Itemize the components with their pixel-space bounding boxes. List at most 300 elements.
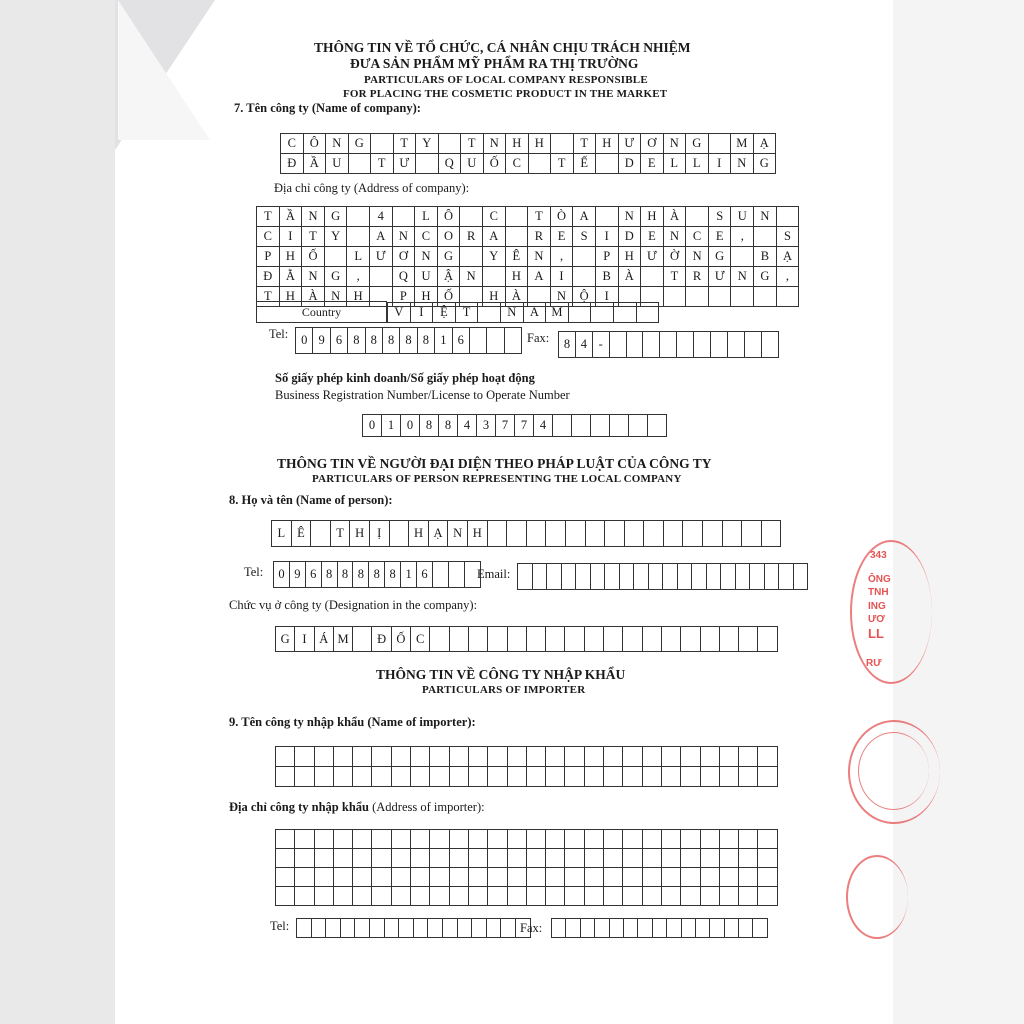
char-cell[interactable] xyxy=(605,564,620,590)
char-cell[interactable]: T xyxy=(330,521,350,547)
char-cell[interactable] xyxy=(413,919,428,938)
char-cell[interactable]: Ạ xyxy=(776,247,799,267)
char-cell[interactable] xyxy=(507,627,526,652)
char-cell[interactable] xyxy=(371,134,394,154)
char-cell[interactable]: C xyxy=(686,227,709,247)
char-cell[interactable]: Ạ xyxy=(428,521,448,547)
char-cell[interactable]: 3 xyxy=(477,415,496,437)
char-cell[interactable] xyxy=(411,830,430,849)
char-cell[interactable] xyxy=(776,287,799,307)
char-cell[interactable] xyxy=(333,868,352,887)
char-cell[interactable]: A xyxy=(528,267,551,287)
char-cell[interactable] xyxy=(677,564,692,590)
company-address-grid[interactable] xyxy=(256,206,799,307)
char-cell[interactable] xyxy=(604,887,623,906)
char-cell[interactable]: Ế xyxy=(573,154,596,174)
char-cell[interactable] xyxy=(311,521,331,547)
char-cell[interactable]: T xyxy=(257,207,280,227)
char-cell[interactable] xyxy=(546,887,565,906)
char-cell[interactable] xyxy=(353,868,372,887)
char-cell[interactable]: I xyxy=(595,227,618,247)
char-cell[interactable] xyxy=(411,747,430,767)
char-cell[interactable]: U xyxy=(731,207,754,227)
char-cell[interactable]: G xyxy=(753,154,776,174)
char-cell[interactable]: L xyxy=(686,154,709,174)
char-cell[interactable] xyxy=(584,830,603,849)
char-cell[interactable] xyxy=(663,564,678,590)
char-cell[interactable]: Ô xyxy=(303,134,326,154)
char-cell[interactable] xyxy=(526,868,545,887)
char-cell[interactable]: T xyxy=(573,134,596,154)
char-cell[interactable]: Ê xyxy=(505,247,528,267)
char-cell[interactable] xyxy=(610,415,629,437)
char-cell[interactable] xyxy=(528,154,551,174)
char-cell[interactable]: Ê xyxy=(291,521,311,547)
char-cell[interactable]: T xyxy=(455,302,478,322)
char-cell[interactable]: Ộ xyxy=(573,287,596,307)
char-cell[interactable] xyxy=(624,521,644,547)
char-cell[interactable]: T xyxy=(371,154,394,174)
char-cell[interactable] xyxy=(566,919,580,938)
char-cell[interactable]: 8 xyxy=(348,328,365,354)
char-cell[interactable] xyxy=(546,627,565,652)
char-cell[interactable] xyxy=(449,627,468,652)
char-cell[interactable] xyxy=(721,564,736,590)
char-cell[interactable] xyxy=(681,868,700,887)
char-cell[interactable]: Ờ xyxy=(663,247,686,267)
char-cell[interactable]: Y xyxy=(324,227,347,247)
char-cell[interactable] xyxy=(448,562,464,588)
char-cell[interactable]: G xyxy=(686,134,709,154)
char-cell[interactable] xyxy=(661,887,680,906)
char-cell[interactable] xyxy=(488,868,507,887)
char-cell[interactable] xyxy=(391,767,410,787)
char-cell[interactable]: I xyxy=(595,287,618,307)
char-cell[interactable]: À xyxy=(663,207,686,227)
char-cell[interactable] xyxy=(432,562,448,588)
char-cell[interactable] xyxy=(526,627,545,652)
char-cell[interactable] xyxy=(719,830,738,849)
char-cell[interactable] xyxy=(584,767,603,787)
char-cell[interactable] xyxy=(623,849,642,868)
char-cell[interactable] xyxy=(353,747,372,767)
char-cell[interactable]: Q xyxy=(392,267,415,287)
char-cell[interactable]: P xyxy=(392,287,415,307)
char-cell[interactable]: 9 xyxy=(313,328,330,354)
char-cell[interactable]: G xyxy=(437,247,460,267)
char-cell[interactable] xyxy=(340,919,355,938)
char-cell[interactable] xyxy=(661,747,680,767)
char-cell[interactable] xyxy=(661,830,680,849)
char-cell[interactable] xyxy=(642,747,661,767)
char-cell[interactable] xyxy=(700,767,719,787)
char-cell[interactable]: Ằ xyxy=(279,267,302,287)
char-cell[interactable]: 8 xyxy=(439,415,458,437)
char-cell[interactable]: T xyxy=(257,287,280,307)
char-cell[interactable]: 7 xyxy=(496,415,515,437)
char-cell[interactable]: M xyxy=(546,302,569,322)
char-cell[interactable]: N xyxy=(460,267,483,287)
char-cell[interactable] xyxy=(568,302,591,322)
char-cell[interactable]: , xyxy=(776,267,799,287)
char-cell[interactable] xyxy=(652,919,666,938)
char-cell[interactable] xyxy=(776,207,799,227)
char-cell[interactable] xyxy=(750,564,765,590)
char-cell[interactable] xyxy=(742,521,762,547)
char-cell[interactable]: C xyxy=(257,227,280,247)
char-cell[interactable] xyxy=(576,564,591,590)
char-cell[interactable] xyxy=(546,747,565,767)
char-cell[interactable]: A xyxy=(573,207,596,227)
char-cell[interactable] xyxy=(430,868,449,887)
char-cell[interactable]: Ị xyxy=(369,521,389,547)
char-cell[interactable] xyxy=(449,830,468,849)
char-cell[interactable]: H xyxy=(279,247,302,267)
char-cell[interactable]: Ầ xyxy=(279,207,302,227)
char-cell[interactable]: H xyxy=(279,287,302,307)
char-cell[interactable] xyxy=(469,328,486,354)
char-cell[interactable] xyxy=(442,919,457,938)
char-cell[interactable] xyxy=(695,919,709,938)
char-cell[interactable] xyxy=(595,207,618,227)
char-cell[interactable] xyxy=(488,830,507,849)
char-cell[interactable] xyxy=(761,521,781,547)
char-cell[interactable] xyxy=(604,849,623,868)
char-cell[interactable]: E xyxy=(708,227,731,247)
char-cell[interactable] xyxy=(468,627,487,652)
char-cell[interactable] xyxy=(609,332,626,358)
char-cell[interactable] xyxy=(580,919,594,938)
char-cell[interactable] xyxy=(507,767,526,787)
country-value-cells[interactable] xyxy=(387,302,660,323)
char-cell[interactable] xyxy=(552,919,566,938)
char-cell[interactable] xyxy=(623,830,642,849)
char-cell[interactable]: Ư xyxy=(618,134,641,154)
char-cell[interactable]: 6 xyxy=(417,562,433,588)
char-cell[interactable]: N xyxy=(550,287,573,307)
char-cell[interactable] xyxy=(584,868,603,887)
char-cell[interactable] xyxy=(661,767,680,787)
char-cell[interactable] xyxy=(507,887,526,906)
char-cell[interactable]: N xyxy=(754,207,777,227)
char-cell[interactable] xyxy=(487,328,504,354)
char-cell[interactable]: N xyxy=(326,134,349,154)
char-cell[interactable] xyxy=(449,767,468,787)
char-cell[interactable] xyxy=(739,627,758,652)
char-cell[interactable] xyxy=(546,849,565,868)
char-cell[interactable] xyxy=(353,627,372,652)
char-cell[interactable] xyxy=(642,887,661,906)
char-cell[interactable] xyxy=(565,830,584,849)
char-cell[interactable] xyxy=(573,247,596,267)
importer-name-grid[interactable] xyxy=(275,746,778,787)
char-cell[interactable] xyxy=(561,564,576,590)
char-cell[interactable]: B xyxy=(754,247,777,267)
char-cell[interactable] xyxy=(731,247,754,267)
char-cell[interactable] xyxy=(372,887,391,906)
char-cell[interactable] xyxy=(505,207,528,227)
char-cell[interactable] xyxy=(430,747,449,767)
char-cell[interactable]: 6 xyxy=(305,562,321,588)
char-cell[interactable]: H xyxy=(347,287,370,307)
char-cell[interactable] xyxy=(739,919,753,938)
char-cell[interactable] xyxy=(324,247,347,267)
char-cell[interactable] xyxy=(758,767,777,787)
char-cell[interactable]: H xyxy=(409,521,429,547)
char-cell[interactable] xyxy=(276,767,295,787)
char-cell[interactable] xyxy=(372,830,391,849)
char-cell[interactable] xyxy=(758,627,777,652)
char-cell[interactable] xyxy=(719,849,738,868)
char-cell[interactable] xyxy=(449,868,468,887)
char-cell[interactable] xyxy=(694,332,711,358)
char-cell[interactable] xyxy=(623,747,642,767)
char-cell[interactable]: Ố xyxy=(391,627,410,652)
char-cell[interactable] xyxy=(700,747,719,767)
char-cell[interactable] xyxy=(565,747,584,767)
char-cell[interactable] xyxy=(700,830,719,849)
char-cell[interactable]: Đ xyxy=(281,154,304,174)
char-cell[interactable] xyxy=(460,207,483,227)
char-cell[interactable] xyxy=(661,627,680,652)
char-cell[interactable]: 8 xyxy=(321,562,337,588)
char-cell[interactable]: T xyxy=(663,267,686,287)
char-cell[interactable] xyxy=(391,849,410,868)
char-cell[interactable] xyxy=(314,849,333,868)
company-fax-grid[interactable] xyxy=(558,331,779,358)
char-cell[interactable] xyxy=(584,849,603,868)
char-cell[interactable]: C xyxy=(411,627,430,652)
char-cell[interactable] xyxy=(314,887,333,906)
char-cell[interactable] xyxy=(692,564,707,590)
char-cell[interactable] xyxy=(683,521,703,547)
char-cell[interactable]: P xyxy=(257,247,280,267)
char-cell[interactable] xyxy=(295,830,314,849)
char-cell[interactable] xyxy=(758,849,777,868)
char-cell[interactable] xyxy=(626,332,643,358)
char-cell[interactable] xyxy=(478,302,501,322)
char-cell[interactable]: Ơ xyxy=(392,247,415,267)
char-cell[interactable] xyxy=(468,868,487,887)
char-cell[interactable] xyxy=(504,328,521,354)
char-cell[interactable] xyxy=(430,767,449,787)
char-cell[interactable]: N xyxy=(500,302,523,322)
char-cell[interactable] xyxy=(754,287,777,307)
person-tel-grid[interactable] xyxy=(273,561,481,588)
char-cell[interactable] xyxy=(565,767,584,787)
char-cell[interactable]: L xyxy=(415,207,438,227)
char-cell[interactable] xyxy=(619,564,634,590)
char-cell[interactable] xyxy=(643,332,660,358)
char-cell[interactable]: Ư xyxy=(393,154,416,174)
char-cell[interactable]: I xyxy=(279,227,302,247)
char-cell[interactable] xyxy=(295,747,314,767)
char-cell[interactable] xyxy=(348,154,371,174)
char-cell[interactable] xyxy=(609,919,623,938)
char-cell[interactable] xyxy=(604,767,623,787)
char-cell[interactable]: O xyxy=(437,227,460,247)
char-cell[interactable] xyxy=(623,919,637,938)
char-cell[interactable] xyxy=(468,887,487,906)
char-cell[interactable] xyxy=(314,747,333,767)
char-cell[interactable] xyxy=(591,302,614,322)
char-cell[interactable] xyxy=(761,332,778,358)
char-cell[interactable] xyxy=(507,830,526,849)
char-cell[interactable] xyxy=(488,849,507,868)
char-cell[interactable] xyxy=(449,849,468,868)
char-cell[interactable]: Ư xyxy=(641,247,664,267)
char-cell[interactable]: L xyxy=(272,521,292,547)
char-cell[interactable] xyxy=(623,627,642,652)
char-cell[interactable]: 0 xyxy=(363,415,382,437)
char-cell[interactable] xyxy=(372,747,391,767)
char-cell[interactable] xyxy=(667,919,681,938)
char-cell[interactable]: I xyxy=(295,627,314,652)
char-cell[interactable] xyxy=(708,287,731,307)
char-cell[interactable]: E xyxy=(641,154,664,174)
char-cell[interactable] xyxy=(731,287,754,307)
char-cell[interactable] xyxy=(565,521,585,547)
char-cell[interactable] xyxy=(710,919,724,938)
char-cell[interactable]: N xyxy=(448,521,468,547)
char-cell[interactable]: H xyxy=(482,287,505,307)
char-cell[interactable] xyxy=(276,887,295,906)
char-cell[interactable]: , xyxy=(550,247,573,267)
char-cell[interactable] xyxy=(565,868,584,887)
char-cell[interactable] xyxy=(505,227,528,247)
char-cell[interactable]: C xyxy=(506,154,529,174)
char-cell[interactable]: N xyxy=(483,134,506,154)
char-cell[interactable] xyxy=(488,747,507,767)
person-email-grid[interactable] xyxy=(517,563,808,590)
char-cell[interactable] xyxy=(703,521,723,547)
char-cell[interactable]: H xyxy=(596,134,619,154)
char-cell[interactable] xyxy=(353,767,372,787)
char-cell[interactable] xyxy=(565,887,584,906)
char-cell[interactable] xyxy=(369,267,392,287)
char-cell[interactable] xyxy=(739,849,758,868)
char-cell[interactable]: N xyxy=(731,267,754,287)
char-cell[interactable] xyxy=(739,747,758,767)
char-cell[interactable] xyxy=(719,627,738,652)
char-cell[interactable]: C xyxy=(281,134,304,154)
char-cell[interactable]: R xyxy=(460,227,483,247)
char-cell[interactable]: L xyxy=(663,154,686,174)
char-cell[interactable]: 1 xyxy=(435,328,452,354)
char-cell[interactable] xyxy=(369,919,384,938)
char-cell[interactable]: H xyxy=(618,247,641,267)
char-cell[interactable] xyxy=(735,564,750,590)
char-cell[interactable]: 9 xyxy=(289,562,305,588)
char-cell[interactable] xyxy=(438,134,461,154)
char-cell[interactable]: G xyxy=(348,134,371,154)
char-cell[interactable]: I xyxy=(410,302,433,322)
char-cell[interactable] xyxy=(551,134,574,154)
char-cell[interactable] xyxy=(276,747,295,767)
char-cell[interactable] xyxy=(719,887,738,906)
char-cell[interactable] xyxy=(591,415,610,437)
char-cell[interactable] xyxy=(565,849,584,868)
char-cell[interactable]: 8 xyxy=(417,328,434,354)
char-cell[interactable] xyxy=(295,849,314,868)
char-cell[interactable] xyxy=(623,887,642,906)
char-cell[interactable] xyxy=(739,767,758,787)
char-cell[interactable]: 8 xyxy=(365,328,382,354)
char-cell[interactable] xyxy=(333,887,352,906)
char-cell[interactable] xyxy=(353,830,372,849)
char-cell[interactable]: G xyxy=(324,207,347,227)
char-cell[interactable]: D xyxy=(618,227,641,247)
char-cell[interactable]: S xyxy=(776,227,799,247)
char-cell[interactable] xyxy=(779,564,794,590)
char-cell[interactable] xyxy=(546,830,565,849)
char-cell[interactable]: N xyxy=(663,134,686,154)
char-cell[interactable] xyxy=(507,849,526,868)
char-cell[interactable] xyxy=(596,154,619,174)
char-cell[interactable] xyxy=(449,747,468,767)
char-cell[interactable]: T xyxy=(302,227,325,247)
char-cell[interactable] xyxy=(585,521,605,547)
char-cell[interactable] xyxy=(526,521,546,547)
char-cell[interactable]: H xyxy=(506,134,529,154)
char-cell[interactable]: Ệ xyxy=(433,302,456,322)
char-cell[interactable]: N xyxy=(415,247,438,267)
char-cell[interactable] xyxy=(677,332,694,358)
char-cell[interactable]: , xyxy=(347,267,370,287)
char-cell[interactable] xyxy=(468,767,487,787)
char-cell[interactable] xyxy=(333,747,352,767)
char-cell[interactable] xyxy=(719,747,738,767)
char-cell[interactable]: T xyxy=(551,154,574,174)
char-cell[interactable]: 0 xyxy=(401,415,420,437)
char-cell[interactable] xyxy=(399,919,414,938)
char-cell[interactable] xyxy=(347,227,370,247)
char-cell[interactable] xyxy=(641,267,664,287)
char-cell[interactable]: H xyxy=(641,207,664,227)
char-cell[interactable]: N xyxy=(528,247,551,267)
char-cell[interactable]: 4 xyxy=(458,415,477,437)
char-cell[interactable]: T xyxy=(528,207,551,227)
char-cell[interactable] xyxy=(430,887,449,906)
char-cell[interactable] xyxy=(661,849,680,868)
char-cell[interactable]: B xyxy=(595,267,618,287)
char-cell[interactable]: M xyxy=(333,627,352,652)
char-cell[interactable] xyxy=(518,564,533,590)
char-cell[interactable]: , xyxy=(731,227,754,247)
char-cell[interactable] xyxy=(487,521,507,547)
char-cell[interactable] xyxy=(389,521,409,547)
char-cell[interactable]: Ô xyxy=(437,207,460,227)
char-cell[interactable]: Đ xyxy=(257,267,280,287)
char-cell[interactable] xyxy=(297,919,312,938)
char-cell[interactable] xyxy=(739,868,758,887)
char-cell[interactable]: A xyxy=(523,302,546,322)
char-cell[interactable] xyxy=(276,830,295,849)
char-cell[interactable] xyxy=(482,267,505,287)
char-cell[interactable]: 6 xyxy=(330,328,347,354)
char-cell[interactable] xyxy=(739,887,758,906)
char-cell[interactable]: 8 xyxy=(420,415,439,437)
char-cell[interactable]: I xyxy=(550,267,573,287)
char-cell[interactable] xyxy=(507,747,526,767)
char-cell[interactable] xyxy=(648,415,667,437)
char-cell[interactable] xyxy=(468,830,487,849)
license-number-grid[interactable] xyxy=(362,414,667,437)
char-cell[interactable]: 4 xyxy=(575,332,592,358)
char-cell[interactable] xyxy=(719,767,738,787)
char-cell[interactable]: Y xyxy=(482,247,505,267)
char-cell[interactable] xyxy=(391,868,410,887)
